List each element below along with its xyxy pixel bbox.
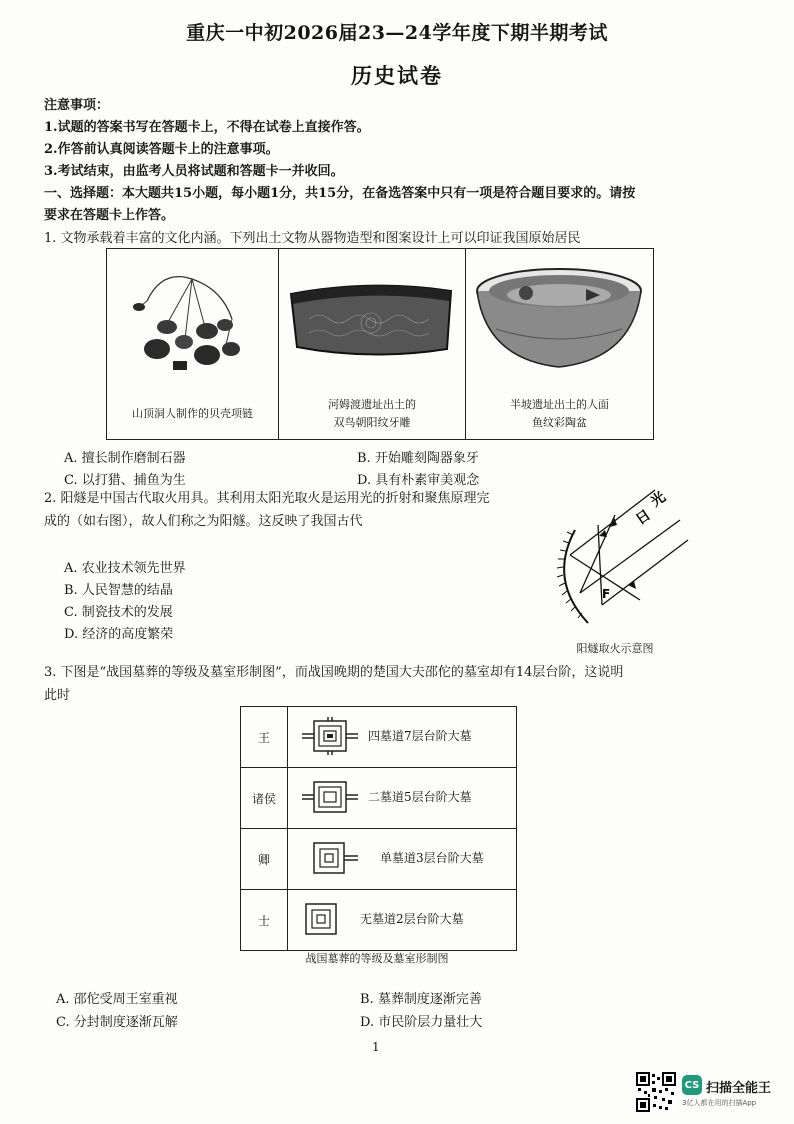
tomb-rank-table xyxy=(240,706,517,951)
q3-option-c[interactable]: C. 分封制度逐渐瓦解 xyxy=(56,1015,178,1030)
q2-option-d[interactable]: D. 经济的高度繁荣 xyxy=(64,627,174,642)
tomb-description: 无墓道2层台阶大墓 xyxy=(360,912,464,926)
q3-stem-cont: 此时 xyxy=(44,688,71,703)
tomb-plan-icon xyxy=(302,900,342,938)
q3-stem: 3. 下图是“战国墓葬的等级及墓室形制图”，而战国晚期的楚国大夫邵佗的墓室却有14层台阶，这说明 xyxy=(44,665,624,680)
notice-item: 2.作答前认真阅读答题卡上的注意事项。 xyxy=(44,142,279,157)
notice-item: 3.考试结束，由监考人员将试题和答题卡一并收回。 xyxy=(44,164,344,179)
q1-artifact-table xyxy=(106,248,654,440)
notice-heading: 注意事项： xyxy=(44,98,110,113)
exam-title: 重庆一中初2026届23—24学年度下期半期考试 xyxy=(186,22,608,44)
rank-label: 士 xyxy=(241,890,288,951)
q2-stem-cont: 成的（如右图），故人们称之为阳燧。这反映了我国古代 xyxy=(44,514,363,529)
q3-option-a[interactable]: A. 邵佗受周王室重视 xyxy=(56,992,178,1007)
focus-label: F xyxy=(602,587,611,601)
page-number: 1 xyxy=(372,1040,380,1054)
q1-option-b[interactable]: B. 开始雕刻陶器象牙 xyxy=(357,451,479,466)
tomb-row xyxy=(241,829,517,890)
yangsui-diagram xyxy=(540,485,690,630)
artifact-caption-line: 半坡遗址出土的人面 xyxy=(510,398,609,411)
tomb-description: 单墓道3层台阶大墓 xyxy=(380,851,484,865)
q2-stem: 2. 阳燧是中国古代取火用具。其利用太阳光取火是运用光的折射和聚焦原理完 xyxy=(44,491,490,506)
q1-stem: 1. 文物承载着丰富的文化内涵。下列出土文物从器物造型和图案设计上可以印证我国原始居民 xyxy=(44,231,581,246)
sun-label: 日 xyxy=(633,507,654,529)
qr-code-icon xyxy=(636,1072,676,1112)
q3-option-d[interactable]: D. 市民阶层力量壮大 xyxy=(360,1015,483,1030)
artifact-cell xyxy=(279,249,466,440)
tomb-plan-icon xyxy=(300,717,360,755)
artifact-caption xyxy=(466,389,653,439)
tomb-description: 二墓道5层台阶大墓 xyxy=(368,790,472,804)
subject-title: 历史试卷 xyxy=(351,63,443,88)
q2-option-a[interactable]: A. 农业技术领先世界 xyxy=(64,561,186,576)
notice-item: 1.试题的答案书写在答题卡上，不得在试卷上直接作答。 xyxy=(44,120,370,135)
tomb-row xyxy=(241,707,517,768)
tomb-row xyxy=(241,768,517,829)
section-instructions: 一、选择题：本大题共15小题，每小题1分，共15分，在备选答案中只有一项是符合题目要求的。请按 xyxy=(44,186,636,201)
scanner-app-name: 扫描全能王 xyxy=(706,1081,772,1096)
artifact-cell xyxy=(466,249,654,440)
tomb-description: 四墓道7层台阶大墓 xyxy=(368,729,472,743)
rank-label: 卿 xyxy=(241,829,288,890)
q1-option-a[interactable]: A. 擅长制作磨制石器 xyxy=(64,451,186,466)
q1-option-c[interactable]: C. 以打猎、捕鱼为生 xyxy=(64,473,186,488)
rank-label: 诸侯 xyxy=(241,768,288,829)
light-label: 光 xyxy=(648,489,669,511)
q3-option-b[interactable]: B. 墓葬制度逐渐完善 xyxy=(360,992,482,1007)
tomb-table-caption: 战国墓葬的等级及墓室形制图 xyxy=(305,952,449,965)
tomb-plan-icon xyxy=(300,778,360,816)
artifact-caption: 山顶洞人制作的贝壳项链 xyxy=(132,407,253,420)
shell-necklace-image xyxy=(107,249,278,389)
tomb-row xyxy=(241,890,517,951)
scanner-logo-icon: CS xyxy=(682,1075,702,1095)
artifact-cell xyxy=(107,249,279,440)
section-instructions-cont: 要求在答题卡上作答。 xyxy=(44,208,175,223)
artifact-caption-line: 双鸟朝阳纹牙雕 xyxy=(333,416,411,429)
artifact-caption-line: 河姆渡遗址出土的 xyxy=(328,398,416,411)
q1-option-d[interactable]: D. 具有朴素审美观念 xyxy=(357,473,480,488)
ivory-carving-image xyxy=(279,249,465,389)
rank-label: 王 xyxy=(241,707,288,768)
tomb-plan-icon xyxy=(300,839,360,877)
yangsui-caption: 阳燧取火示意图 xyxy=(576,642,654,655)
q2-option-b[interactable]: B. 人民智慧的结晶 xyxy=(64,583,173,598)
artifact-caption xyxy=(279,389,465,439)
artifact-caption-line: 鱼纹彩陶盆 xyxy=(532,416,587,429)
pottery-basin-image xyxy=(466,249,653,389)
q2-option-c[interactable]: C. 制瓷技术的发展 xyxy=(64,605,173,620)
scanner-app-tagline: 3亿人都在用的扫描App xyxy=(682,1099,757,1107)
